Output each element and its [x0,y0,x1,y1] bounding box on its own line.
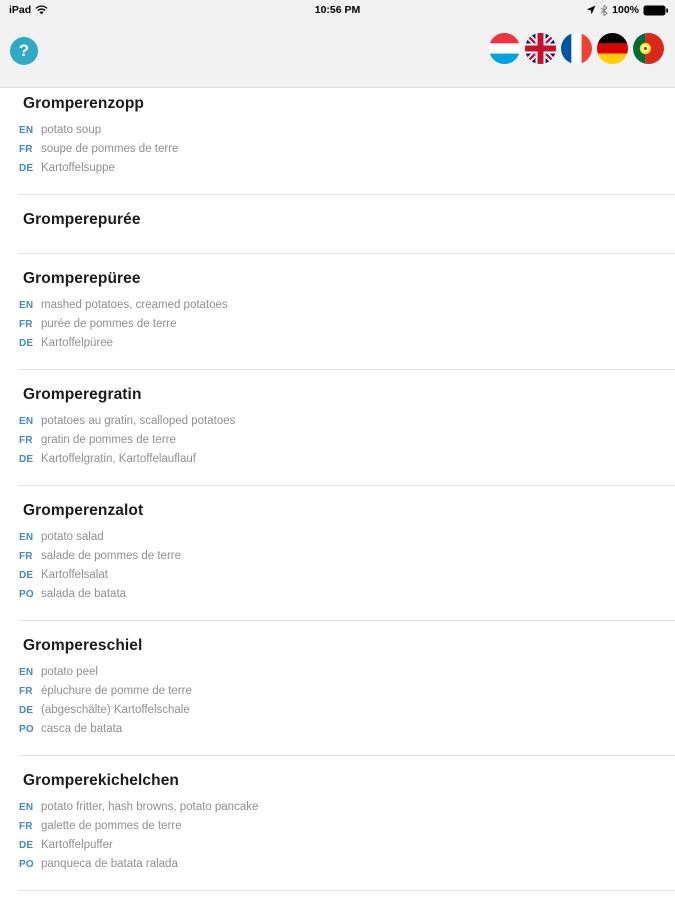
translation-text: (abgeschälte) Kartoffelschale [41,704,190,716]
status-bar [0,0,675,20]
language-code-label: PO [19,724,34,735]
translation-text: potatoes au gratin, scalloped potatoes [41,415,236,427]
translation-text: potato soup [41,124,102,136]
location-icon [586,5,596,15]
translation-text: mashed potatoes, creamed potatoes [41,299,228,311]
translation-row [0,315,675,334]
translation-text: Kartoffelsalat [41,569,108,581]
dictionary-entry-list[interactable] [0,88,675,891]
language-code-label: DE [19,163,34,174]
translation-text: soupe de pommes de terre [41,143,179,155]
translation-row [0,547,675,566]
top-bar [0,0,675,88]
entry-headword: Gromperegratin [23,386,142,403]
dictionary-entry [0,195,675,253]
dictionary-entry [0,370,675,485]
entry-divider [18,890,675,891]
language-code-label: PO [19,589,34,600]
translation-row [0,121,675,140]
language-flags [489,33,664,64]
language-code-label: EN [19,125,34,136]
translation-row [0,140,675,159]
dictionary-entry [0,254,675,369]
language-code-label: EN [19,667,34,678]
entry-headword: Gromperekichelchen [23,772,179,789]
translation-text: gratin de pommes de terre [41,434,176,446]
translation-text: potato fritter, hash browns, potato pancake [41,801,259,813]
translation-row [0,817,675,836]
language-code-label: EN [19,802,34,813]
translation-row [0,663,675,682]
language-code-label: FR [19,821,33,832]
translation-text: Kartoffelpüree [41,337,114,349]
battery-icon [643,5,668,16]
entry-headword: Gromperepüree [23,270,141,287]
dictionary-entry [0,486,675,620]
language-code-label: FR [19,144,33,155]
flag-france-button[interactable] [561,33,592,64]
help-button[interactable]: ? [10,37,38,65]
dictionary-entry [0,756,675,890]
language-code-label: FR [19,686,33,697]
entry-headword: Gromperepurée [23,211,141,228]
status-time: 10:56 PM [314,4,361,16]
translation-text: salada de batata [41,588,127,600]
translation-row [0,296,675,315]
flag-portugal-button[interactable] [633,33,664,64]
battery-percent: 100% [612,4,639,16]
language-code-label: FR [19,435,33,446]
translation-row [0,855,675,874]
bluetooth-icon [600,5,608,16]
flag-united-kingdom-button[interactable] [525,33,556,64]
translation-text: Kartoffelgratin, Kartoffelauflauf [41,453,196,465]
language-code-label: DE [19,454,34,465]
translation-text: Kartoffelpuffer [41,839,113,851]
language-code-label: EN [19,532,34,543]
translation-text: potato salad [41,531,104,543]
language-code-label: DE [19,338,34,349]
translation-row [0,334,675,353]
translation-text: épluchure de pomme de terre [41,685,192,697]
device-label: iPad [9,4,32,16]
translation-text: panqueca de batata ralada [41,858,178,870]
translation-text: Kartoffelsuppe [41,162,115,174]
language-code-label: FR [19,551,33,562]
language-code-label: DE [19,705,34,716]
translation-row [0,566,675,585]
translation-row [0,528,675,547]
wifi-icon [35,5,48,15]
dictionary-entry [0,88,675,194]
translation-text: potato peel [41,666,98,678]
language-code-label: EN [19,300,34,311]
language-code-label: PO [19,859,34,870]
translation-text: galette de pommes de terre [41,820,182,832]
language-code-label: DE [19,570,34,581]
flag-luxembourg-button[interactable] [489,33,520,64]
entry-headword: Gromperenzalot [23,502,144,519]
translation-row [0,431,675,450]
translation-text: purée de pommes de terre [41,318,177,330]
translation-row [0,798,675,817]
language-code-label: DE [19,840,34,851]
language-code-label: FR [19,319,33,330]
entry-headword: Gromperenzopp [23,95,145,112]
language-code-label: EN [19,416,34,427]
translation-row [0,159,675,178]
translation-row [0,585,675,604]
dictionary-entry [0,621,675,755]
translation-text: salade de pommes de terre [41,550,181,562]
translation-row [0,701,675,720]
translation-row [0,412,675,431]
translation-row [0,682,675,701]
translation-row [0,836,675,855]
entry-headword: Grompereschiel [23,637,143,654]
translation-row [0,720,675,739]
translation-row [0,450,675,469]
flag-germany-button[interactable] [597,33,628,64]
translation-text: casca de batata [41,723,123,735]
